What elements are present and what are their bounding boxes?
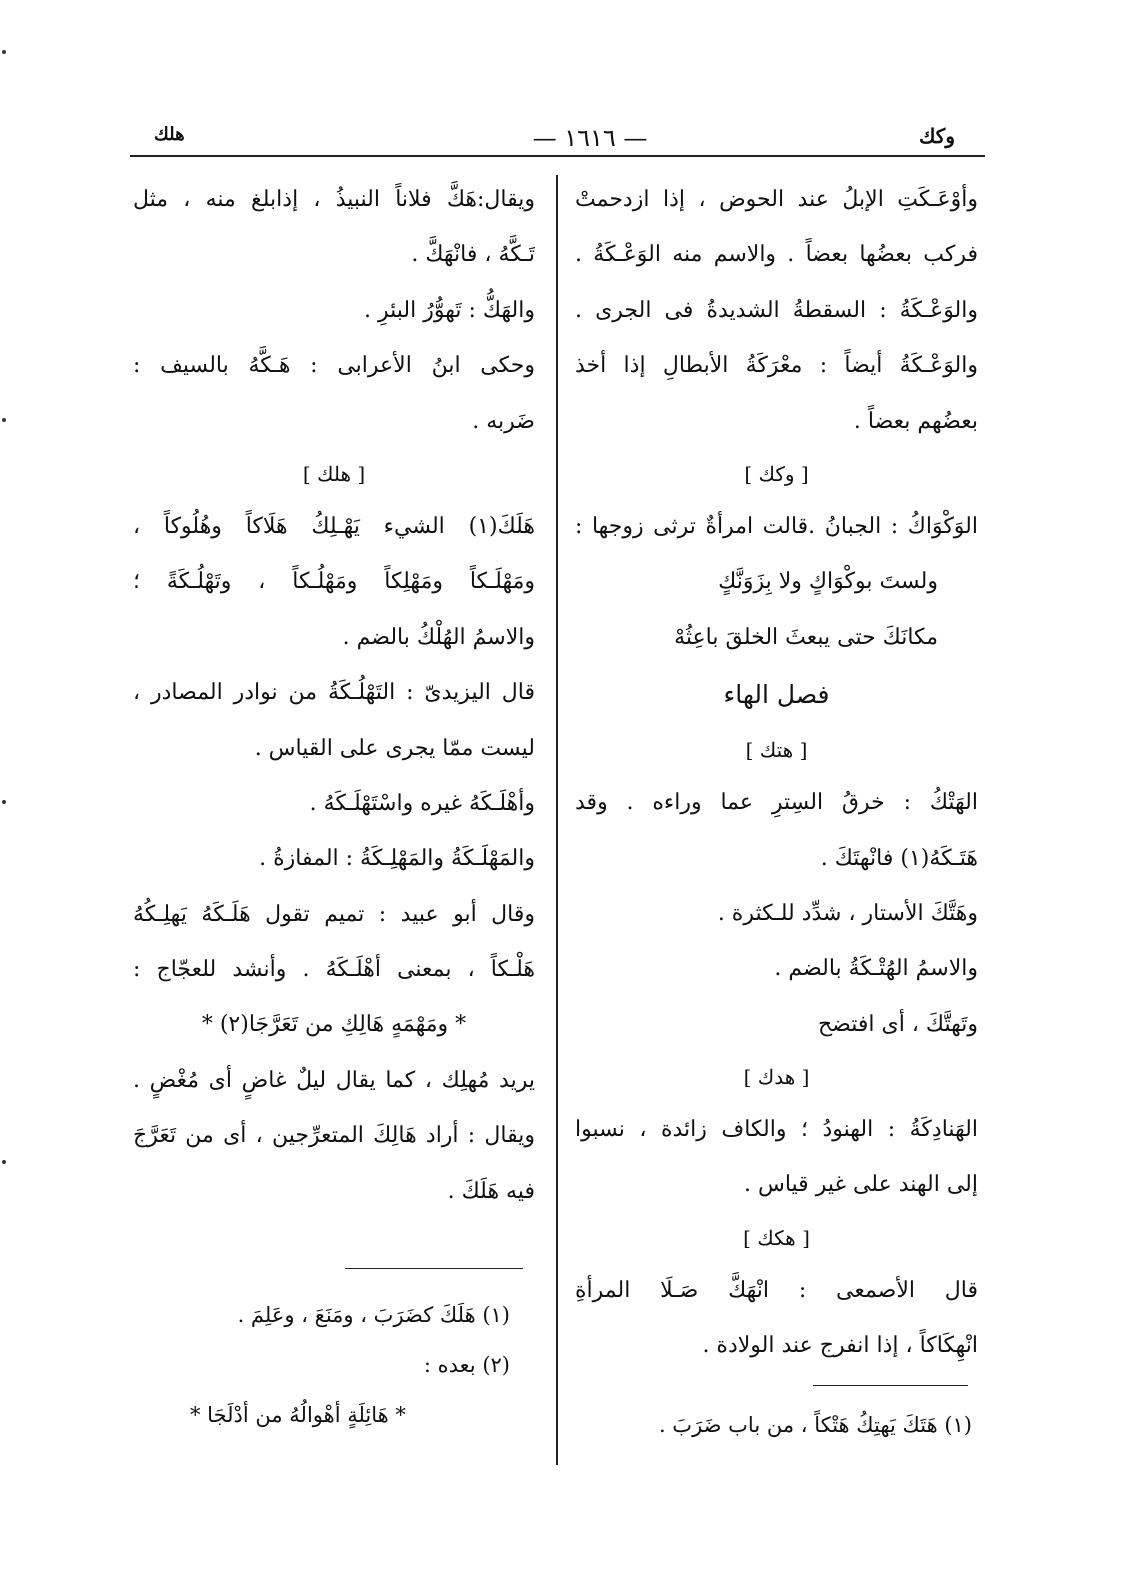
text-line: الهَنادِكَةُ : الهنودُ ؛ والكاف زائدة ، نسبوا — [575, 1117, 978, 1143]
text-line: فيه هَلَكَ . — [447, 1178, 535, 1204]
header-rule — [130, 155, 985, 157]
text-line: ليست ممّا يجرى على القياس . — [254, 735, 535, 761]
scan-mark — [2, 50, 6, 54]
header-right-word: وكك — [918, 124, 955, 148]
text-line: قال الأصمعى : انْهَكَّ صَـلَا المرأةِ — [575, 1277, 978, 1303]
text-line: والوَعْـكَةُ : السقطةُ الشديدةُ فى الجرى . — [575, 297, 978, 323]
text-line: فركب بعضُها بعضاً . والاسم منه الوَعْـكَةُ . — [575, 242, 978, 268]
entry-heading-wakk: [ وكك ] — [744, 461, 809, 486]
text-line: يريد مُهلِك ، كما يقال ليلٌ غاضٍ أى مُغْضٍ . — [133, 1067, 535, 1093]
scan-mark — [2, 418, 6, 422]
text-line: والوَعْـكَةُ أيضاً : معْرَكَةُ الأبطالِ إذا أخذ — [575, 353, 978, 379]
scan-mark — [2, 1160, 6, 1164]
text-line: وأوْعَـكَتِ الإبلُ عند الحوض ، إذا ازدحمتْ — [575, 187, 978, 212]
text-line: وأهْلَـكَهُ غيره واسْتَهْلَـكَهُ . — [309, 790, 535, 816]
text-line: تَـكَّهُ ، فانْهَكَّ . — [411, 242, 535, 268]
scan-mark — [2, 800, 6, 804]
left-column — [133, 172, 535, 1219]
page-number: — ١٦١٦ — — [532, 124, 648, 152]
text-line: والاسمُ الهُتْـكَةُ بالضم . — [774, 956, 978, 982]
text-line: هَلَكَ(١) الشيء يَهْـلِكُ هَلَاكاً وهُلُوكاً ، — [133, 513, 535, 539]
verse-line: مكانَكَ حتى يبعثَ الخلقَ باعِثُهْ — [674, 624, 938, 650]
entry-heading-hatk: [ هتك ] — [745, 738, 808, 763]
footnote: (٢) بعده : — [423, 1353, 510, 1377]
left-footnotes — [190, 1290, 510, 1440]
column-divider — [556, 175, 558, 1465]
footnote-verse: * هَائِلَةٍ أهْوالُهُ من أدْلَجَا * — [190, 1403, 406, 1427]
text-line: والمَهْلَـكَةُ والمَهْلِـكَةُ : المفازةُ . — [259, 846, 535, 872]
verse-line: * ومَهْمَهٍ هَالِكِ من تَعَرَّجَا(٢) * — [201, 1012, 467, 1038]
entry-heading-hdk: [ هدك ] — [743, 1065, 810, 1090]
text-line: هَتَـكَهُ(١) فانْهتَكَ . — [820, 845, 978, 871]
entry-heading-hkk: [ هكك ] — [743, 1225, 810, 1250]
text-line: ضَربه . — [472, 408, 535, 434]
right-column — [575, 172, 978, 1374]
text-line: وقال أبو عبيد : تميم تقول هَلَـكَهُ يَهلِـكُهُ — [133, 901, 535, 927]
text-line: والهَكُّ : تَهوُّرُ البئرِ . — [364, 297, 535, 323]
text-line: الوَكْوَاكُ : الجبانُ .قالت امرأةٌ ترثى زوجها : — [575, 513, 978, 539]
right-footnotes — [560, 1400, 972, 1450]
text-line: ويقال:هَكَّ فلاناً النبيذُ ، إذابلغ منه ، مثل — [133, 187, 535, 212]
text-line: بعضُهم بعضاً . — [853, 408, 978, 434]
verse-line: ولستَ بوكْوَاكٍ ولا بِزَوَنَّكٍ — [718, 569, 938, 595]
entry-heading-hlk: [ هلك ] — [302, 461, 366, 486]
footnote: (١) هَلَكَ كضَرَبَ ، ومَنَعَ ، وعَلِمَ . — [237, 1303, 510, 1327]
section-title: فصل الهاء — [723, 680, 830, 710]
text-line: وتَهتَّكَ ، أى افتضح — [817, 1011, 978, 1037]
footnote-rule — [813, 1385, 968, 1386]
text-line: وهَتَّكَ الأستار ، شدِّد للـكثرة . — [717, 900, 978, 926]
text-line: وحكى ابنُ الأعرابى : هَـكَّهُ بالسيف : — [133, 353, 535, 379]
text-line: هَلْـكاً ، بمعنى أهْلَـكَهُ . وأنشد للعجّاج : — [133, 957, 535, 983]
text-line: إلى الهند على غير قياس . — [744, 1172, 978, 1198]
text-line: والاسمُ الهُلْكُ بالضم . — [342, 624, 535, 650]
text-line: انْهِكَاكاً ، إذا انفرج عند الولادة . — [702, 1333, 978, 1359]
text-line: قال اليزيدىّ : التَهْلُـكَةُ من نوادر المصادر ، — [133, 680, 535, 706]
text-line: ويقال : أراد هَالِكَ المتعرِّجين ، أى من تَعَرَّجَ — [133, 1123, 535, 1149]
page-header — [130, 124, 985, 154]
text-line: ومَهْلَـكاً ومَهْلِكاً ومَهْلُـكاً ، وتَهْلُـكَةً ؛ — [133, 569, 535, 595]
footnote-rule — [345, 1268, 523, 1269]
header-left-word: هلك — [154, 124, 185, 145]
text-line: الهَتْكُ : خرقُ السِترِ عما وراءه . وقد — [575, 790, 978, 816]
footnote: (١) هَتَكَ يَهتِكُ هَتْكاً ، من باب ضَرَبَ . — [658, 1413, 972, 1437]
